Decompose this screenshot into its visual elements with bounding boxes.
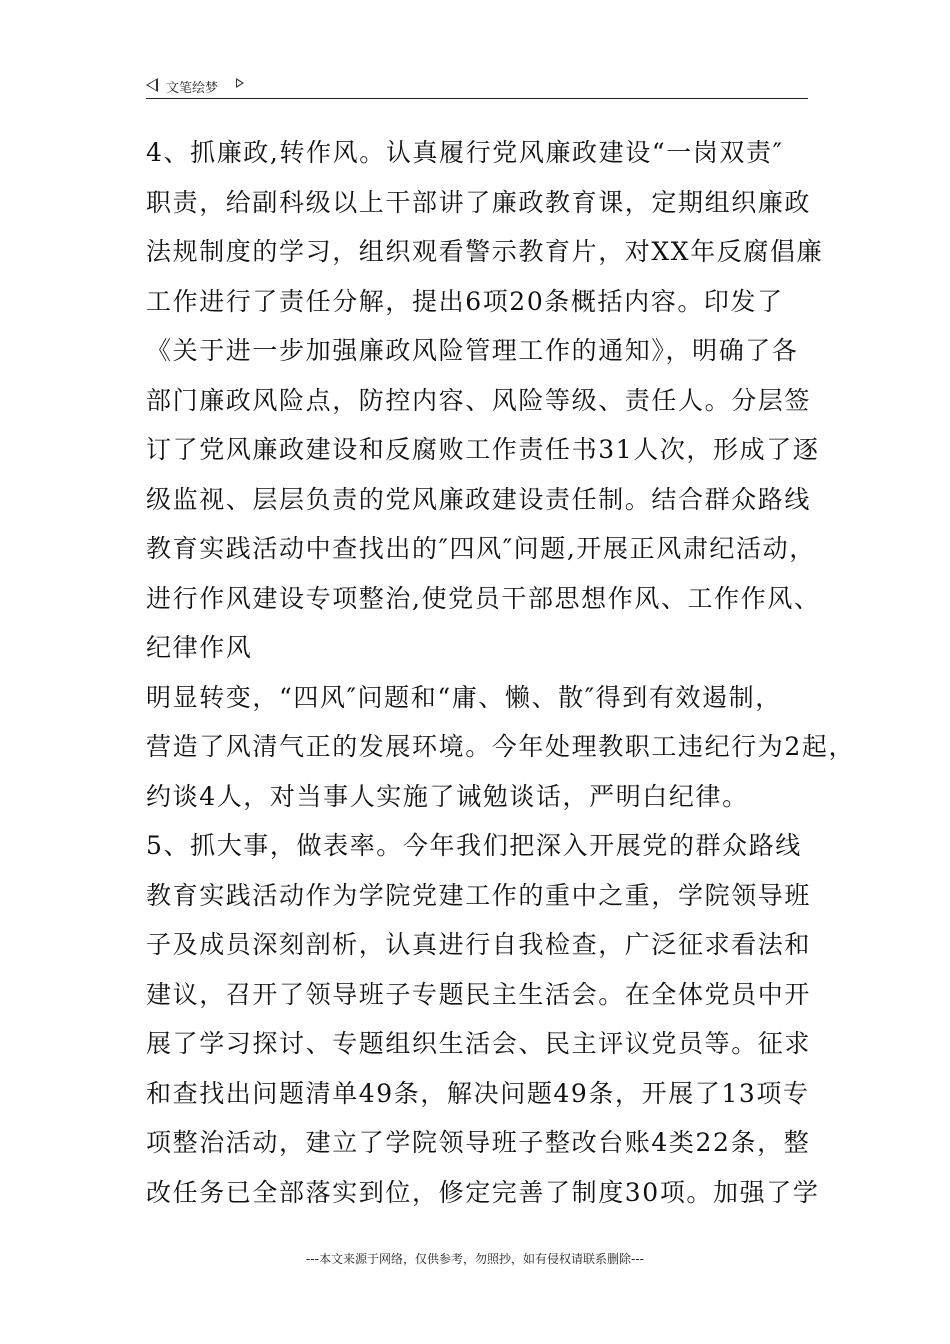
text-line: 子及成员深刻剖析，认真进行自我检查，广泛征求看法和 [146,930,812,959]
text-line: 项整治活动，建立了学院领导班子整改台账4类22条，整 [146,1128,811,1157]
text-line: 订了党风廉政建设和反腐败工作责任书31人次，形成了逐 [146,435,820,464]
text-line: 和查找出问题清单49条，解决问题49条，开展了13项专 [146,1078,810,1108]
text-line: 《关于进一步加强廉政风险管理工作的通知》，明确了各 [146,336,799,365]
footer-disclaimer: ---本文来源于网络，仅供参考，勿照抄，如有侵权请联系删除--- [306,1252,644,1266]
text-line: 职责，给副科级以上干部讲了廉政教育课，定期组织廉政 [146,187,812,217]
text-line: 教育实践活动作为学院党建工作的重中之重，学院领导班 [146,880,812,910]
text-line: 明显转变，“四风″问题和“庸、懒、散″得到有效遏制， [146,682,782,712]
text-line: 改任务已全部落实到位，修定完善了制度30项。加强了学 [146,1177,820,1207]
text-line: 营造了风清气正的发展环境。今年处理教职工违纪行为2起， [146,732,856,761]
text-line: 5、抓大事，做表率。今年我们把深入开展党的群众路线 [146,831,802,860]
text-line: 教育实践活动中查找出的″四风″问题,开展正风肃纪活动， [146,534,816,563]
text-line: 纪律作风 [146,633,253,662]
text-line: 部门廉政风险点，防控内容、风险等级、责任人。分层签 [146,385,812,415]
text-line: 展了学习探讨、专题组织生活会、民主评议党员等。征求 [146,1029,812,1058]
text-line: 工作进行了责任分解，提出6项20条概括内容。印发了 [146,286,784,316]
triangle-left-icon [146,78,158,92]
text-line: 约谈4人，对当事人实施了诫勉谈话，严明白纪律。 [146,781,749,811]
text-line: 法规制度的学习，组织观看警示教育片，对XX年反腐倡廉 [146,237,824,266]
triangle-right-icon [236,78,244,88]
page-header [146,74,808,99]
text-line: 进行作风建设专项整治,使党员干部思想作风、工作作风、 [146,583,821,613]
text-line: 建议，召开了领导班子专题民主生活会。在全体党员中开 [146,979,812,1009]
text-line: 4、抓廉政,转作风。认真履行党风廉政建设“一岗双责″ [146,138,784,167]
header-title: 文笔绘梦 [166,81,219,96]
document-body [146,128,856,1217]
text-line: 级监视、层层负责的党风廉政建设责任制。结合群众路线 [146,484,812,514]
